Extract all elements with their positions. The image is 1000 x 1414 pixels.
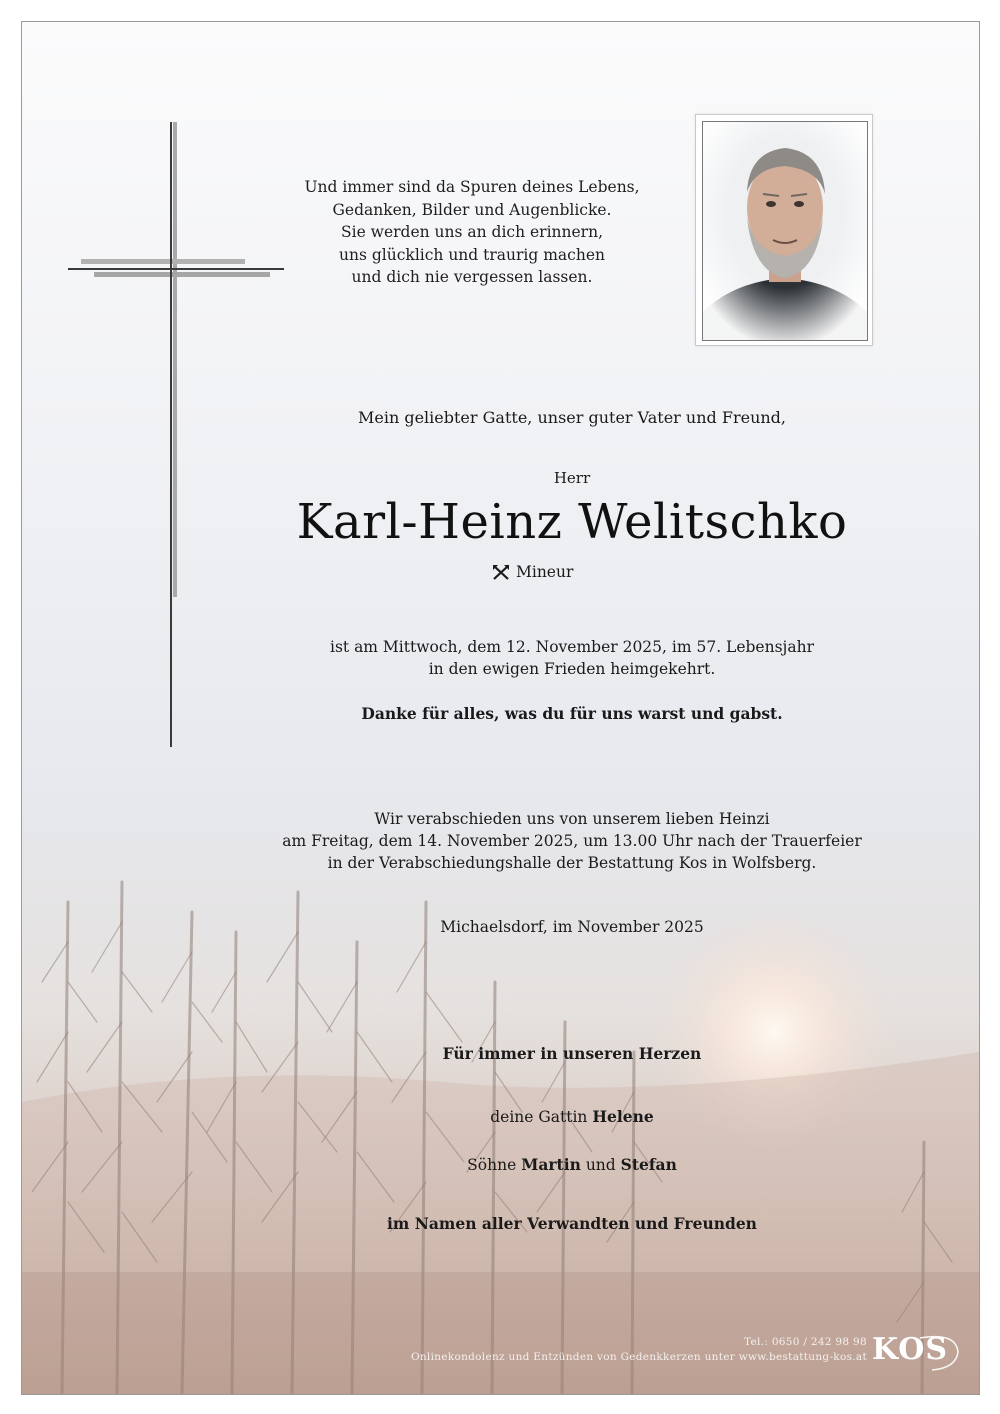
obituary-card [21, 21, 980, 1395]
profession [492, 563, 692, 581]
passing-line: ist am Mittwoch, dem 12. November 2025, im 57. Lebensjahr [330, 638, 814, 656]
honorific: Herr [553, 469, 591, 487]
mining-hammers-icon [492, 564, 510, 580]
farewell-line: am Freitag, dem 14. November 2025, um 13.00 Uhr nach der Trauerfeier [282, 832, 862, 850]
relatives-line: im Namen aller Verwandten und Freunden [387, 1214, 757, 1233]
passing-notice [222, 636, 922, 680]
portrait-photo [702, 121, 868, 341]
deceased-name: Karl-Heinz Welitschko [296, 494, 848, 550]
intro-line: Mein geliebter Gatte, unser guter Vater und Freund, [357, 408, 787, 427]
sons-prefix: Söhne [467, 1156, 517, 1174]
memorial-verse [262, 176, 682, 289]
kos-logo [872, 1330, 964, 1374]
verse-line: uns glücklich und traurig machen [339, 245, 605, 264]
portrait-frame [695, 114, 873, 346]
verse-line: und dich nie vergessen lassen. [351, 268, 593, 286]
son-name: Martin [521, 1155, 581, 1174]
son-name: Stefan [620, 1155, 677, 1174]
footer-contact [411, 1335, 867, 1365]
profession-label: Mineur [516, 563, 574, 581]
wife-prefix: deine Gattin [490, 1108, 588, 1126]
farewell-notice [222, 808, 922, 874]
wife-name: Helene [592, 1107, 654, 1126]
farewell-line: in der Verabschiedungshalle der Bestattung Kos in Wolfsberg. [327, 854, 817, 872]
sons-conjunction: und [585, 1156, 616, 1174]
passing-line: in den ewigen Frieden heimgekehrt. [428, 660, 716, 678]
mourner-wife [222, 1107, 922, 1126]
verse-line: Sie werden uns an dich erinnern, [341, 223, 603, 241]
forever-line: Für immer in unseren Herzen [442, 1044, 702, 1063]
place-date: Michaelsdorf, im November 2025 [440, 918, 704, 936]
verse-line: Und immer sind da Spuren deines Lebens, [304, 178, 640, 196]
mourner-sons [222, 1155, 922, 1174]
thanks-line: Danke für alles, was du für uns warst und gabst. [361, 704, 783, 723]
verse-line: Gedanken, Bilder und Augenblicke. [332, 200, 612, 219]
footer-website: Onlinekondolenz und Entzünden von Gedenkkerzen unter www.bestattung-kos.at [410, 1351, 867, 1363]
farewell-line: Wir verabschieden uns von unserem lieben Heinzi [374, 810, 770, 828]
logo-text: KOS [872, 1332, 949, 1367]
footer-phone: Tel.: 0650 / 242 98 98 [744, 1336, 867, 1348]
